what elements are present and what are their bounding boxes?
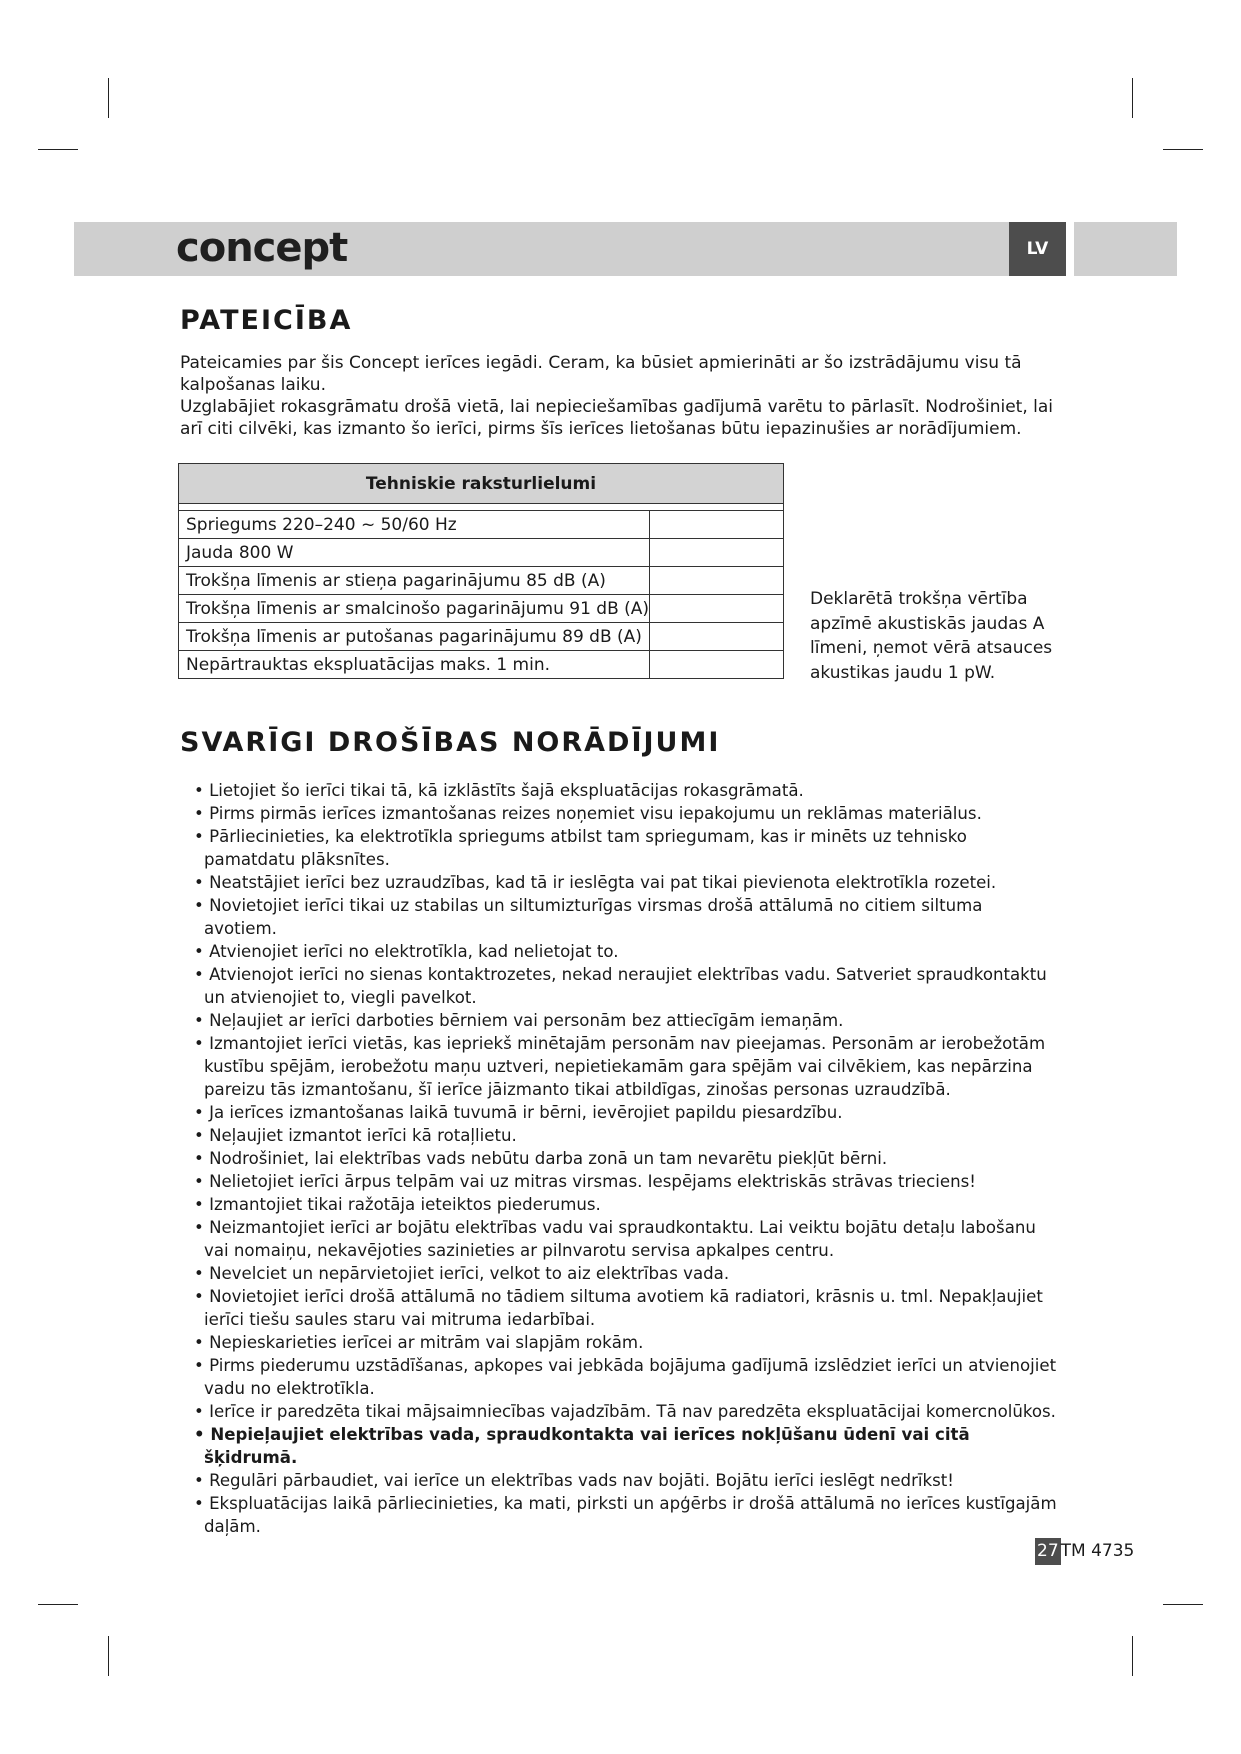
- table-cell: [650, 511, 784, 539]
- list-item-warning: • Nepieļaujiet elektrības vada, spraudkontakta vai ierīces nokļūšanu ūdenī vai citā šķidrumā.: [180, 1423, 1060, 1469]
- table-cell: Spriegums 220–240 ~ 50/60 Hz: [179, 511, 650, 539]
- table-cell: Trokšņa līmenis ar smalcinošo pagarinājumu 91 dB (A): [179, 595, 650, 623]
- noise-note: Deklarētā trokšņa vērtība apzīmē akustiskās jaudas A līmeni, ņemot vērā atsauces akustikas jaudu 1 pW.: [810, 589, 1053, 683]
- intro-text: [180, 352, 1075, 440]
- table-cell: Nepārtrauktas ekspluatācijas maks. 1 min.: [179, 651, 650, 679]
- table-cell: Trokšņa līmenis ar putošanas pagarinājumu 89 dB (A): [179, 623, 650, 651]
- language-badge: LV: [1009, 222, 1066, 276]
- list-item: • Nodrošiniet, lai elektrības vads nebūtu darba zonā un tam nevarētu piekļūt bērni.: [180, 1147, 1060, 1170]
- list-item: • Nepieskarieties ierīcei ar mitrām vai slapjām rokām.: [180, 1331, 1060, 1354]
- intro-paragraph: Uzglabājiet rokasgrāmatu drošā vietā, lai nepieciešamības gadījumā varētu to pārlasīt. Nodrošiniet, lai arī citi cilvēki, kas izmanto šo ierīci, pirms šīs ierīces lietošanas būtu iepazinušies ar norādījumiem.: [180, 397, 1054, 439]
- list-item: • Pirms piederumu uzstādīšanas, apkopes vai jebkāda bojājuma gadījumā izslēdziet ierīci un atvienojiet vadu no elektrotīkla.: [180, 1354, 1060, 1400]
- list-item: • Neatstājiet ierīci bez uzraudzības, kad tā ir ieslēgta vai pat tikai pievienota elektrotīkla rozetei.: [180, 871, 1060, 894]
- intro-title: PATEICĪBA: [180, 305, 353, 336]
- list-item: • Novietojiet ierīci tikai uz stabilas un siltumizturīgas virsmas drošā attālumā no citiem siltuma avotiem.: [180, 894, 1060, 940]
- list-item: • Pārliecinieties, ka elektrotīkla spriegums atbilst tam spriegumam, kas ir minēts uz tehnisko pamatdatu plāksnītes.: [180, 825, 1060, 871]
- page-number: 27: [1035, 1538, 1061, 1565]
- spec-table-spacer: [179, 504, 784, 511]
- table-row: [179, 595, 784, 623]
- spec-table-header-row: [179, 464, 784, 504]
- list-item: • Lietojiet šo ierīci tikai tā, kā izklāstīts šajā ekspluatācijas rokasgrāmatā.: [180, 779, 1060, 802]
- list-item: • Ja ierīces izmantošanas laikā tuvumā ir bērni, ievērojiet papildu piesardzību.: [180, 1101, 1060, 1124]
- list-item: • Nevelciet un nepārvietojiet ierīci, velkot to aiz elektrības vada.: [180, 1262, 1060, 1285]
- list-item: • Izmantojiet tikai ražotāja ieteiktos piederumus.: [180, 1193, 1060, 1216]
- safety-list: [180, 779, 1060, 1538]
- list-item: • Novietojiet ierīci drošā attālumā no tādiem siltuma avotiem kā radiatori, krāsnis u. tml. Nepakļaujiet ierīci tiešu saules staru vai mitruma iedarbībai.: [180, 1285, 1060, 1331]
- list-item: • Pirms pirmās ierīces izmantošanas reizes noņemiet visu iepakojumu un reklāmas materiālus.: [180, 802, 1060, 825]
- crop-mark: [1163, 1604, 1203, 1605]
- table-row: [179, 623, 784, 651]
- table-cell: [650, 539, 784, 567]
- spec-table-heading: Tehniskie raksturlielumi: [179, 464, 784, 504]
- table-row: [179, 651, 784, 679]
- crop-mark: [1132, 1636, 1133, 1676]
- list-item: • Neizmantojiet ierīci ar bojātu elektrības vadu vai spraudkontaktu. Lai veiktu bojātu detaļu labošanu vai nomaiņu, nekavējoties sazinieties ar pilnvarotu servisa apkalpes centru.: [180, 1216, 1060, 1262]
- list-item: • Ekspluatācijas laikā pārliecinieties, ka mati, pirksti un apģērbs ir drošā attālumā no ierīces kustīgajām daļām.: [180, 1492, 1060, 1538]
- list-item: • Ierīce ir paredzēta tikai mājsaimniecības vajadzībām. Tā nav paredzēta ekspluatācijai komercnolūkos.: [180, 1400, 1060, 1423]
- table-cell: [650, 623, 784, 651]
- safety-title: SVARĪGI DROŠĪBAS NORĀDĪJUMI: [180, 727, 721, 758]
- table-cell: Trokšņa līmenis ar stieņa pagarinājumu 85 dB (A): [179, 567, 650, 595]
- list-item: • Nelietojiet ierīci ārpus telpām vai uz mitras virsmas. Iespējams elektriskās strāvas trieciens!: [180, 1170, 1060, 1193]
- table-row: [179, 511, 784, 539]
- list-item: • Neļaujiet ar ierīci darboties bērniem vai personām bez attiecīgām iemaņām.: [180, 1009, 1060, 1032]
- table-row: [179, 539, 784, 567]
- spec-table: [178, 463, 784, 679]
- table-cell: [650, 567, 784, 595]
- brand-logo: concept: [176, 225, 348, 271]
- list-item: • Atvienojot ierīci no sienas kontaktrozetes, nekad neraujiet elektrības vadu. Satveriet spraudkontaktu un atvienojiet to, viegli pavelkot.: [180, 963, 1060, 1009]
- table-cell: Jauda 800 W: [179, 539, 650, 567]
- crop-mark: [1132, 78, 1133, 118]
- model-code: TM 4735: [1060, 1541, 1135, 1561]
- list-item: • Neļaujiet izmantot ierīci kā rotaļlietu.: [180, 1124, 1060, 1147]
- table-cell: [650, 651, 784, 679]
- crop-mark: [108, 1636, 109, 1676]
- page-footer: [1035, 1538, 1134, 1565]
- table-cell: [650, 595, 784, 623]
- list-item: • Izmantojiet ierīci vietās, kas iepriekš minētajām personām nav pieejamas. Personām ar ierobežotām kustību spējām, ierobežotu maņu uztveri, nepietiekamām gara spējām vai cilvēkiem, kas nepārzina pareizu tās izmantošanu, šī ierīce jāizmanto tikai atbildīgas, zinošas personas uzraudzībā.: [180, 1032, 1060, 1101]
- list-item: • Regulāri pārbaudiet, vai ierīce un elektrības vads nav bojāti. Bojātu ierīci ieslēgt nedrīkst!: [180, 1469, 1060, 1492]
- crop-mark: [108, 78, 109, 118]
- crop-mark: [1163, 149, 1203, 150]
- intro-paragraph: Pateicamies par šis Concept ierīces iegādi. Ceram, ka būsiet apmierināti ar šo izstrādājumu visu tā kalpošanas laiku.: [180, 353, 1022, 395]
- header-divider: [1066, 222, 1074, 276]
- table-row: [179, 567, 784, 595]
- list-item: • Atvienojiet ierīci no elektrotīkla, kad nelietojat to.: [180, 940, 1060, 963]
- crop-mark: [38, 149, 78, 150]
- crop-mark: [38, 1604, 78, 1605]
